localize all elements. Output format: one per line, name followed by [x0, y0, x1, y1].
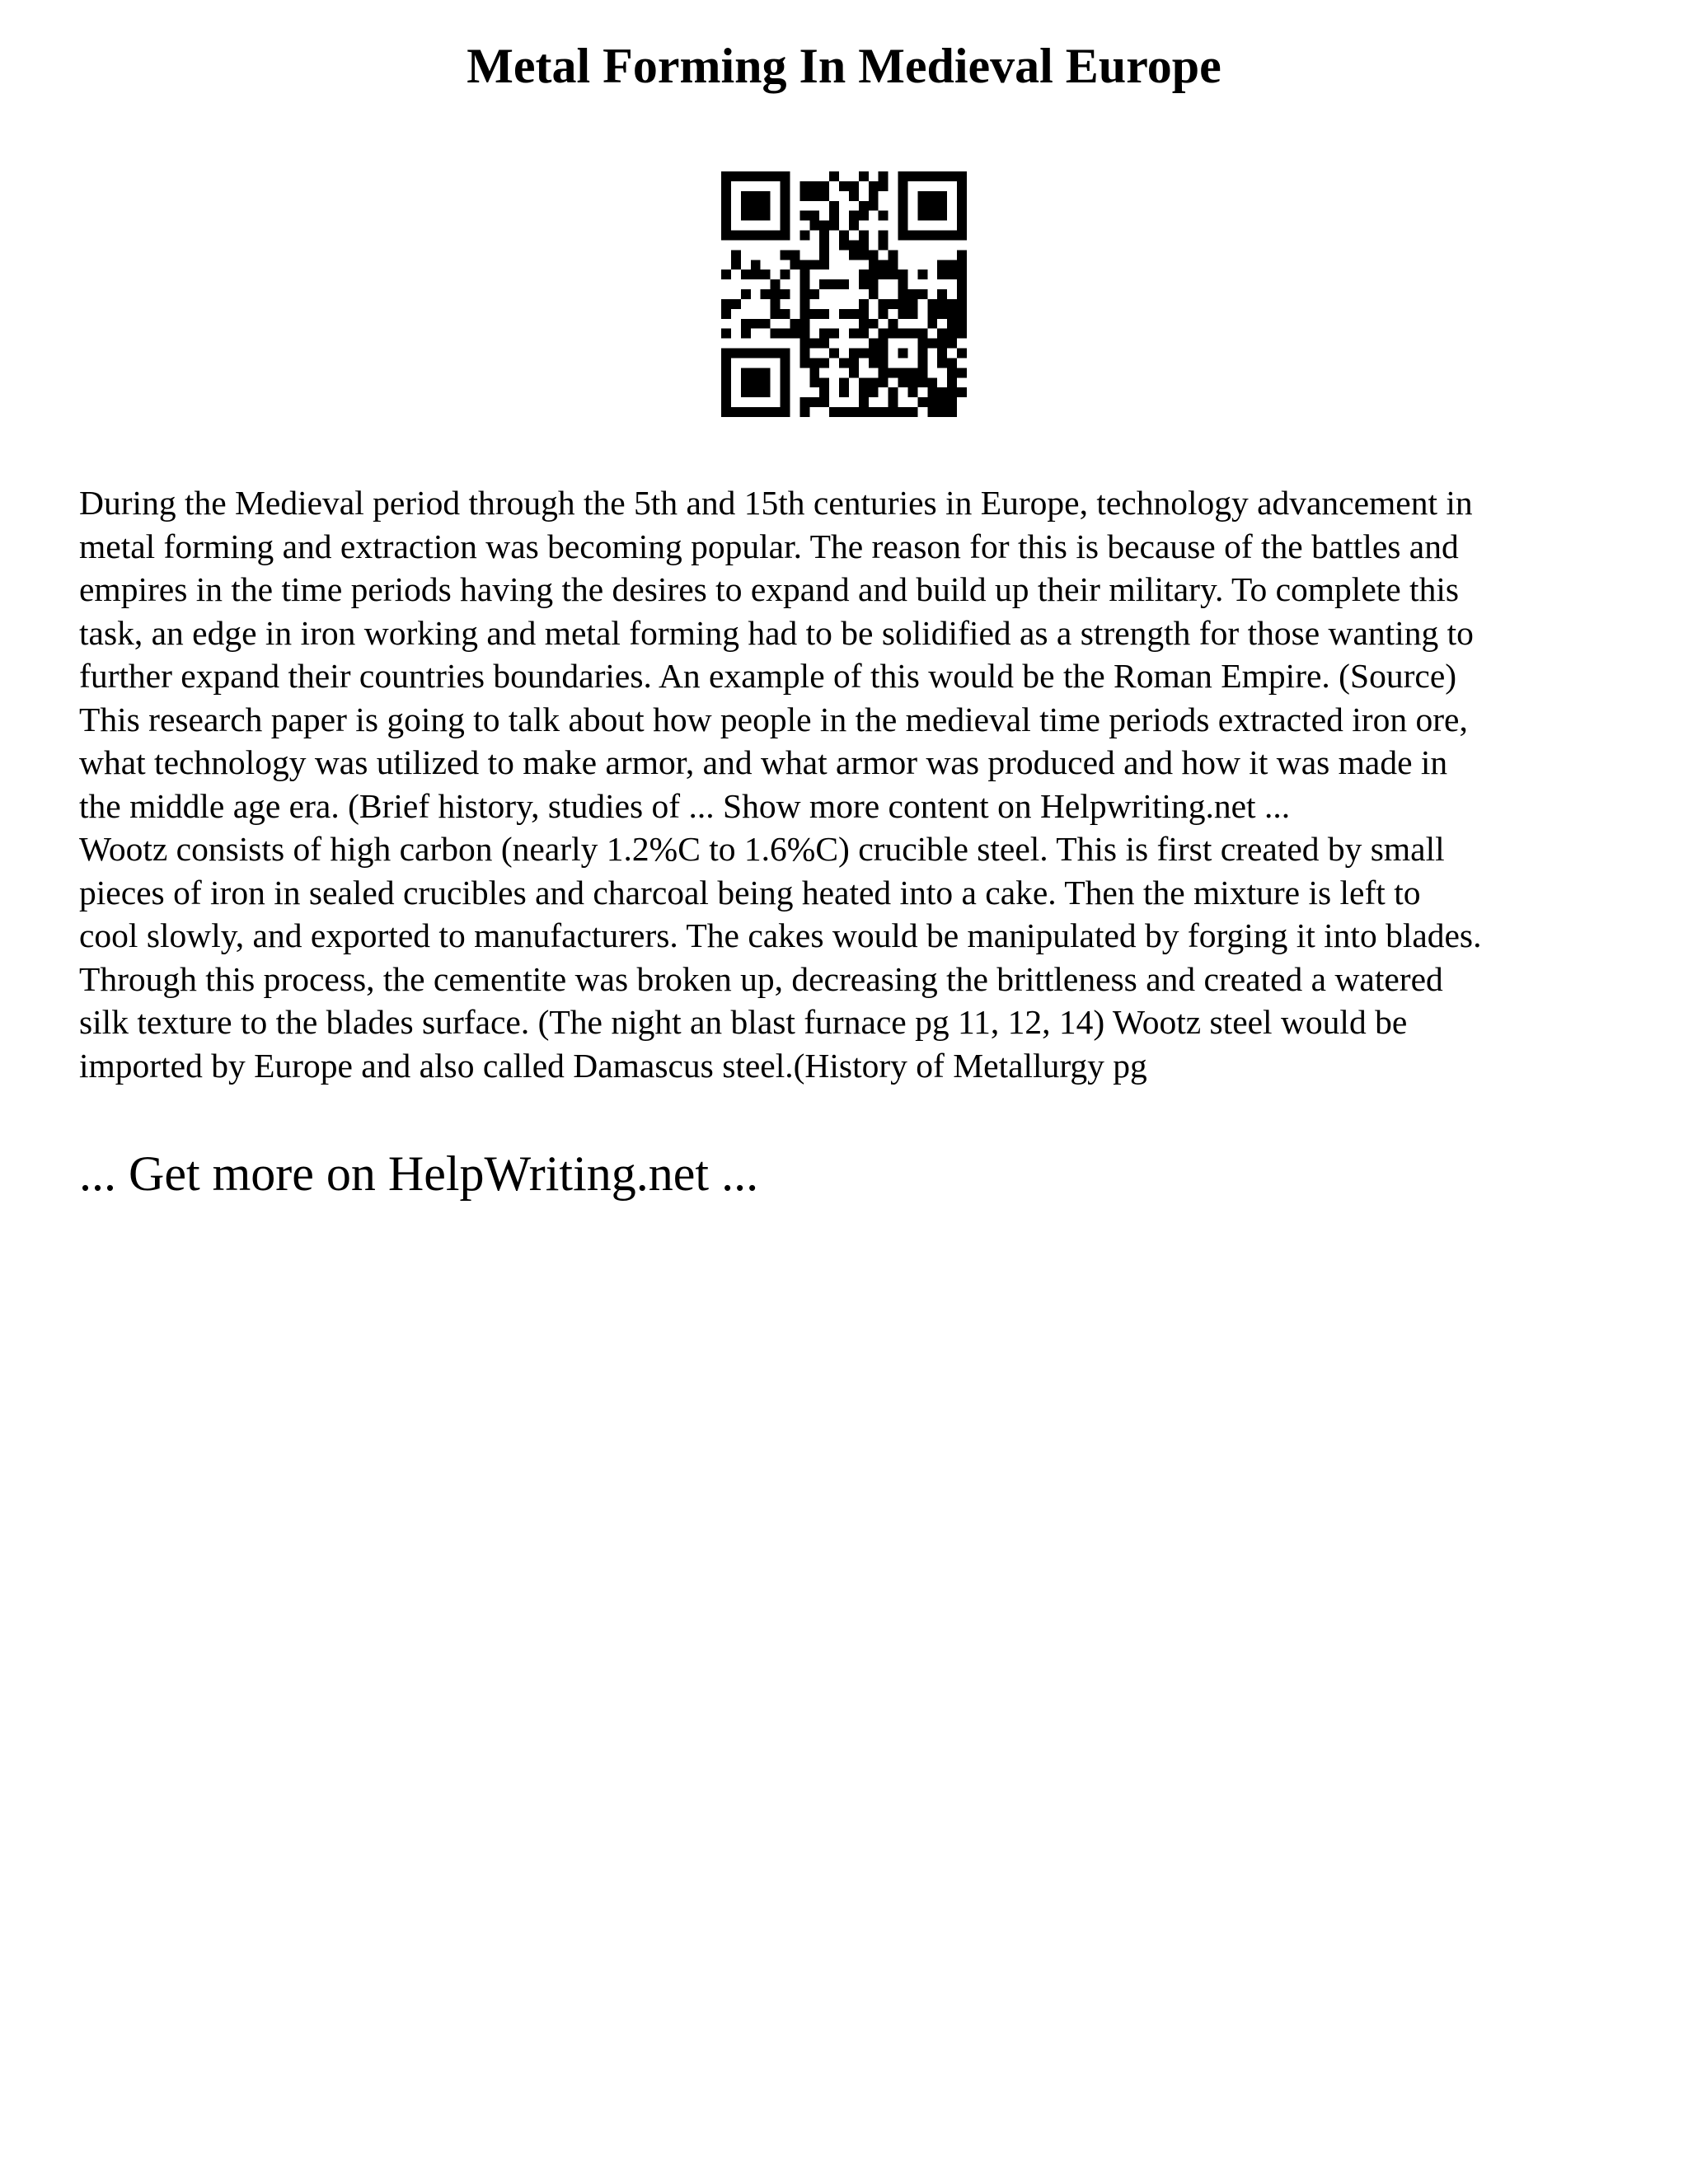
paragraph-wootz: Wootz consists of high carbon (nearly 1.2%C to 1.6%C) crucible steel. This is first created by small pieces of iron in sealed crucibles and charcoal being heated into a cake. Then the mixture is left to cool slowly, and exported to manufacturers. The cakes would be manipulated by forging it into blades. Through this process, the cementite was broken up, decreasing the brittleness and created a watered silk texture to the blades surface. (The night an blast furnace pg 11, 12, 14) Wootz steel would be imported by Europe and also called Damascus steel.(History of Metallurgy pg — [79, 830, 1482, 1085]
page-title: Metal Forming In Medieval Europe — [467, 39, 1221, 93]
paragraph-intro: During the Medieval period through the 5th and 15th centuries in Europe, technology advancement in metal forming and extraction was becoming popular. The reason for this is because of the battles and empires in the time periods having the desires to expand and build up their military. To complete this task, an edge in iron working and metal forming had to be solidified as a strength for those wanting to further expand their countries boundaries. An example of this would be the Roman Empire. (Source) This research paper is going to talk about how people in the medieval time periods extracted iron ore, what technology was utilized to make armor, and what armor was produced and how it was made in the middle age era. (Brief history, studies of ... Show more content on Helpwriting.net ... — [79, 484, 1474, 825]
article-body — [79, 481, 1629, 1087]
qr-code-icon — [721, 171, 967, 417]
get-more-link[interactable]: ... Get more on HelpWriting.net ... — [79, 1146, 759, 1201]
